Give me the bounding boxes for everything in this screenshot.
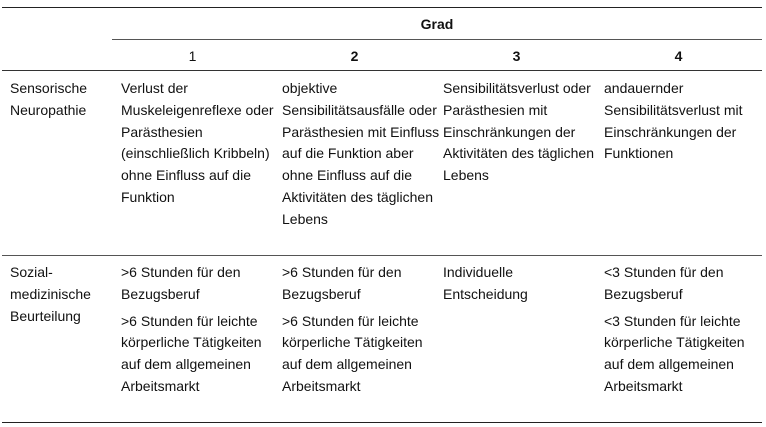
- cell-text: >6 Stunden für den Bezugsberuf: [121, 264, 241, 302]
- column-header-grade-1: 1: [188, 48, 197, 64]
- table-top-rule: [2, 7, 762, 8]
- table-cell: [604, 262, 762, 398]
- table-cell: [282, 262, 440, 398]
- table-cell: [282, 78, 440, 231]
- table-cell: [121, 262, 279, 398]
- column-header-grade-4: 4: [674, 48, 683, 64]
- column-header-grade-3: 3: [512, 48, 521, 64]
- row-divider-rule: [2, 255, 762, 256]
- table-cell: [604, 78, 762, 165]
- cell-text: >6 Stunden für den Bezugsberuf: [282, 264, 402, 302]
- cell-text: <3 Stunden für leichte körperliche Tätigkeiten auf dem allgemeinen Arbeitsmarkt: [604, 312, 745, 394]
- table-cell: [443, 262, 601, 306]
- table-bottom-rule: [2, 422, 762, 423]
- row-label-sensory-neuropathy: Sensorische Neuropathie: [10, 80, 88, 118]
- grade-group-header: Grad: [420, 16, 454, 32]
- table-cell: [121, 78, 279, 209]
- column-header-grade-2: 2: [350, 48, 359, 64]
- cell-text: objektive Sensibilitätsausfälle oder Parästhesien mit Einfluss auf die Funktion aber ohne Einfluss auf die Aktivitäten des täglichen Lebens: [282, 80, 440, 227]
- cell-text: Sensibilitätsverlust oder Parästhesien mit Einschränkungen der Aktivitäten des täglichen Lebens: [443, 80, 594, 184]
- row-label-social-medical-assessment: Sozial-medizinische Beurteilung: [10, 264, 91, 324]
- cell-text: Individuelle Entscheidung: [443, 264, 528, 302]
- table-cell: [443, 78, 601, 187]
- grade-header-rule: [112, 39, 762, 40]
- cell-text: >6 Stunden für leichte körperliche Tätigkeiten auf dem allgemeinen Arbeitsmarkt: [121, 312, 262, 394]
- cell-text: >6 Stunden für leichte körperliche Tätigkeiten auf dem allgemeinen Arbeitsmarkt: [282, 312, 423, 394]
- cell-text: <3 Stunden für den Bezugsberuf: [604, 264, 724, 302]
- cell-text: Verlust der Muskeleigenreflexe oder Parästhesien (einschließlich Kribbeln) ohne Einfluss auf die Funktion: [121, 80, 274, 205]
- header-bottom-rule: [2, 70, 762, 71]
- cell-text: andauernder Sensibilitätsverlust mit Einschränkungen der Funktionen: [604, 80, 743, 162]
